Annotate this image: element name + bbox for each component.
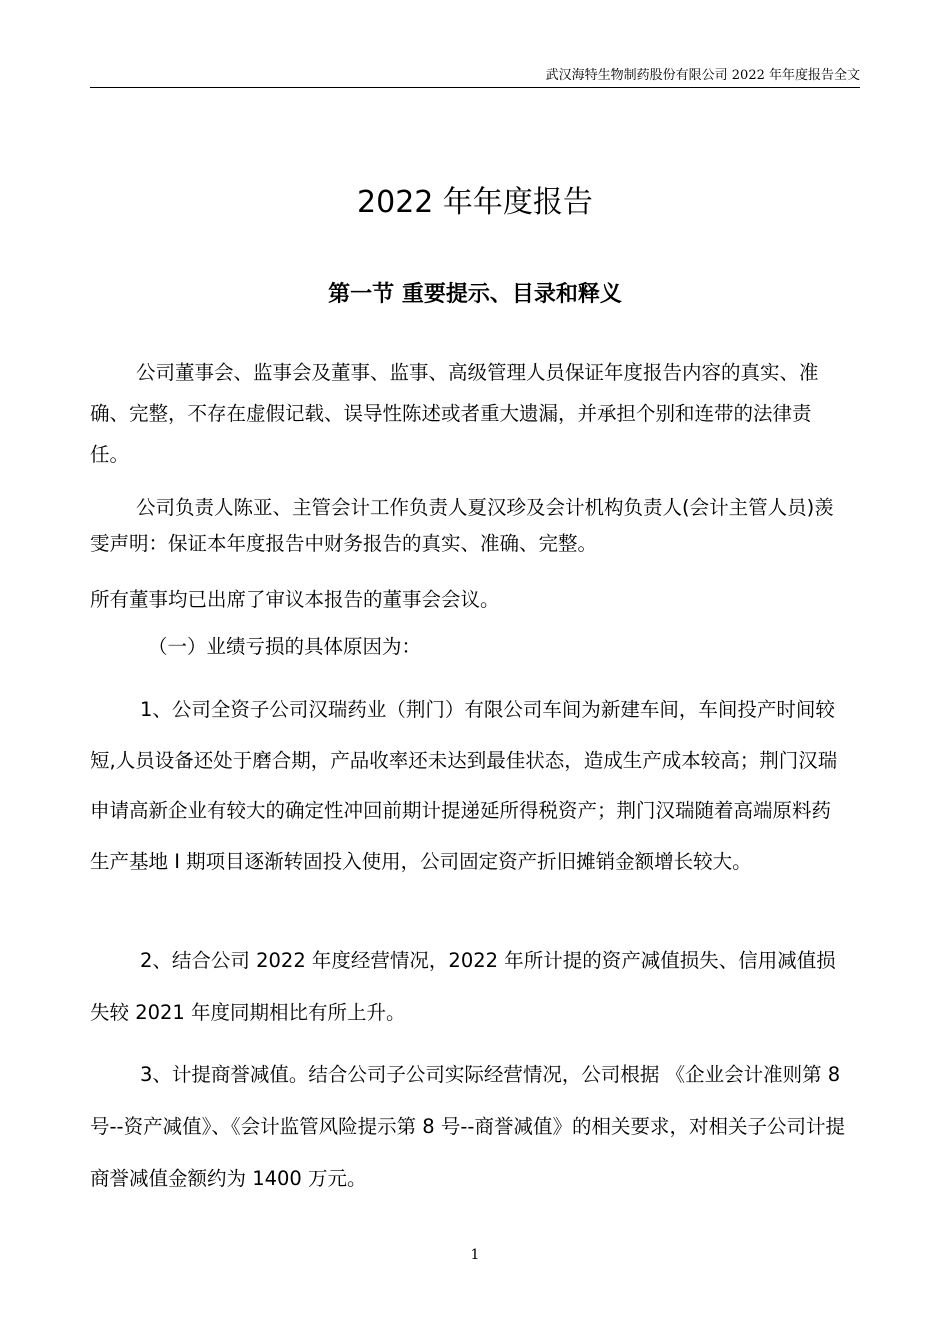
report-title: 2022 年年度报告 (357, 185, 593, 220)
paragraph-directors-attendance: 所有董事均已出席了审议本报告的董事会会议。 (90, 588, 500, 611)
section-title: 第一节 重要提示、目录和释义 (328, 282, 622, 307)
paragraph-responsible-persons: 公司负责人陈亚、主管会计工作负责人夏汉珍及会计机构负责人(会计主管人员)羡雯声明：保证本年度报告中财务报告的真实、准确、完整。 (90, 496, 834, 555)
running-header: 武汉海特生物制药股份有限公司 2022 年年度报告全文 (90, 68, 860, 88)
paragraph-loss-reasons-heading: （一）业绩亏损的具体原因为： (148, 635, 422, 658)
paragraph-guarantee: 公司董事会、监事会及董事、监事、高级管理人员保证年度报告内容的真实、准确、完整，不存在虚假记载、误导性陈述或者重大遗漏，并承担个别和连带的法律责任。 (90, 361, 819, 466)
paragraph-reason-1: 1、公司全资子公司汉瑞药业（荆门）有限公司车间为新建车间，车间投产时间较短,人员设备还处于磨合期，产品收率还未达到最佳状态，造成生产成本较高；荆门汉瑞申请高新企业有较大的确定性冲回前期计提递延所得税资产；荆门汉瑞随着高端原料药生产基地 I 期项目逐渐转固投入使用，公司固定资产折旧摊销金额增长较大。 (90, 698, 838, 873)
paragraph-reason-2: 2、结合公司 2022 年度经营情况，2022 年所计提的资产减值损失、信用减值损失较 2021 年度同期相比有所上升。 (90, 949, 836, 1024)
page-number: 1 (470, 1247, 480, 1263)
paragraph-reason-3: 3、计提商誉减值。结合公司子公司实际经营情况，公司根据 《企业会计准则第 8 号--资产减值》、《会计监管风险提示第 8 号--商誉减值》的相关要求，对相关子公司计提商誉减值金额约为 1400 万元。 (90, 1063, 845, 1190)
